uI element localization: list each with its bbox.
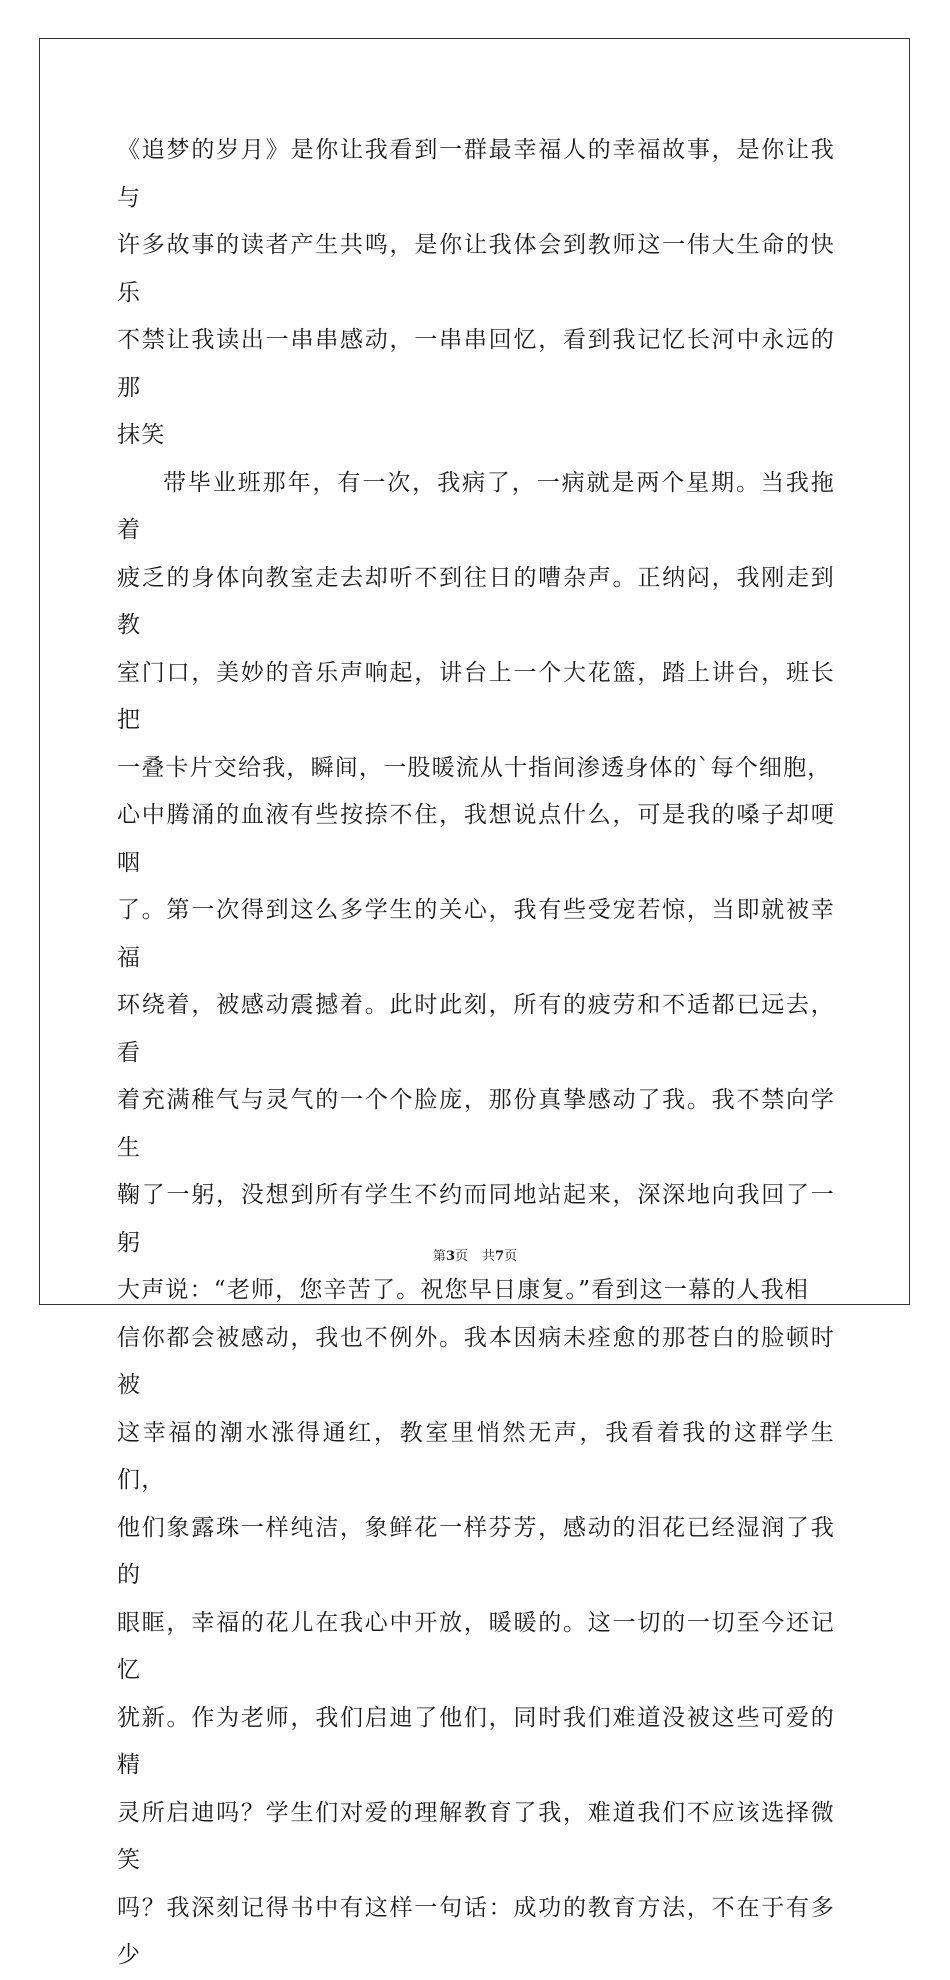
document-body <box>117 127 835 1980</box>
text-line: 吗？我深刻记得书中有这样一句话：成功的教育方法，不在于有多少 <box>117 1894 835 1968</box>
page-number: 3 <box>445 1249 455 1264</box>
text-line: 这幸福的潮水涨得通红，教室里悄然无声，我看着我的这群学生们， <box>117 1419 835 1493</box>
text-line: 眼眶，幸福的花儿在我心中开放，暖暖的。这一切的一切至今还记忆 <box>117 1609 835 1683</box>
text-line: 抹笑 <box>117 422 166 448</box>
text-line: 室门口，美妙的音乐声响起，讲台上一个大花篮，踏上讲台，班长把 <box>117 659 835 733</box>
text-line: 疲乏的身体向教室走去却听不到往日的嘈杂声。正纳闷，我刚走到教 <box>117 564 835 638</box>
text-line: 灵所启迪吗？学生们对爱的理解教育了我，难道我们不应该选择微笑 <box>117 1799 835 1873</box>
text-line: 带毕业班那年，有一次，我病了，一病就是两个星期。当我拖着 <box>117 469 835 543</box>
text-line: 《追梦的岁月》是你让我看到一群最幸福人的幸福故事，是你让我与 <box>117 137 835 211</box>
text-line: 着充满稚气与灵气的一个个脸庞，那份真挚感动了我。我不禁向学生 <box>117 1087 835 1161</box>
text-line: 许多故事的读者产生共鸣，是你让我体会到教师这一伟大生命的快乐 <box>117 232 835 306</box>
text-line: 鞠了一躬，没想到所有学生不约而同地站起来，深深地向我回了一躬 <box>117 1182 835 1256</box>
text-line: 一叠卡片交给我，瞬间，一股暖流从十指间渗透身体的`每个细胞， <box>117 754 832 781</box>
paragraph-2 <box>117 460 835 1980</box>
page-suffix: 页 <box>454 1249 468 1264</box>
page-footer <box>0 1245 950 1264</box>
text-line: 了。第一次得到这么多学生的关心，我有些受宠若惊，当即就被幸福 <box>117 897 835 971</box>
total-suffix: 页 <box>504 1249 518 1264</box>
page-prefix: 第 <box>432 1249 446 1264</box>
paragraph-1 <box>117 127 835 460</box>
text-line: 不禁让我读出一串串感动，一串串回忆，看到我记忆长河中永远的那 <box>117 327 835 401</box>
text-line: 犹新。作为老师，我们启迪了他们，同时我们难道没被这些可爱的精 <box>117 1704 835 1778</box>
total-pages: 7 <box>495 1249 505 1264</box>
total-prefix: 共 <box>482 1249 496 1264</box>
text-line: 心中腾涌的血液有些按捺不住，我想说点什么，可是我的嗓子却哽咽 <box>117 802 835 876</box>
text-line: 信你都会被感动，我也不例外。我本因病未痊愈的那苍白的脸顿时被 <box>117 1324 835 1398</box>
text-line: 环绕着，被感动震撼着。此时此刻，所有的疲劳和不适都已远去，看 <box>117 992 835 1066</box>
text-line: 大声说：“老师，您辛苦了。祝您早日康复。”看到这一幕的人我相 <box>117 1277 810 1303</box>
text-line: 他们象露珠一样纯洁，象鲜花一样芬芳，感动的泪花已经湿润了我的 <box>117 1514 835 1588</box>
